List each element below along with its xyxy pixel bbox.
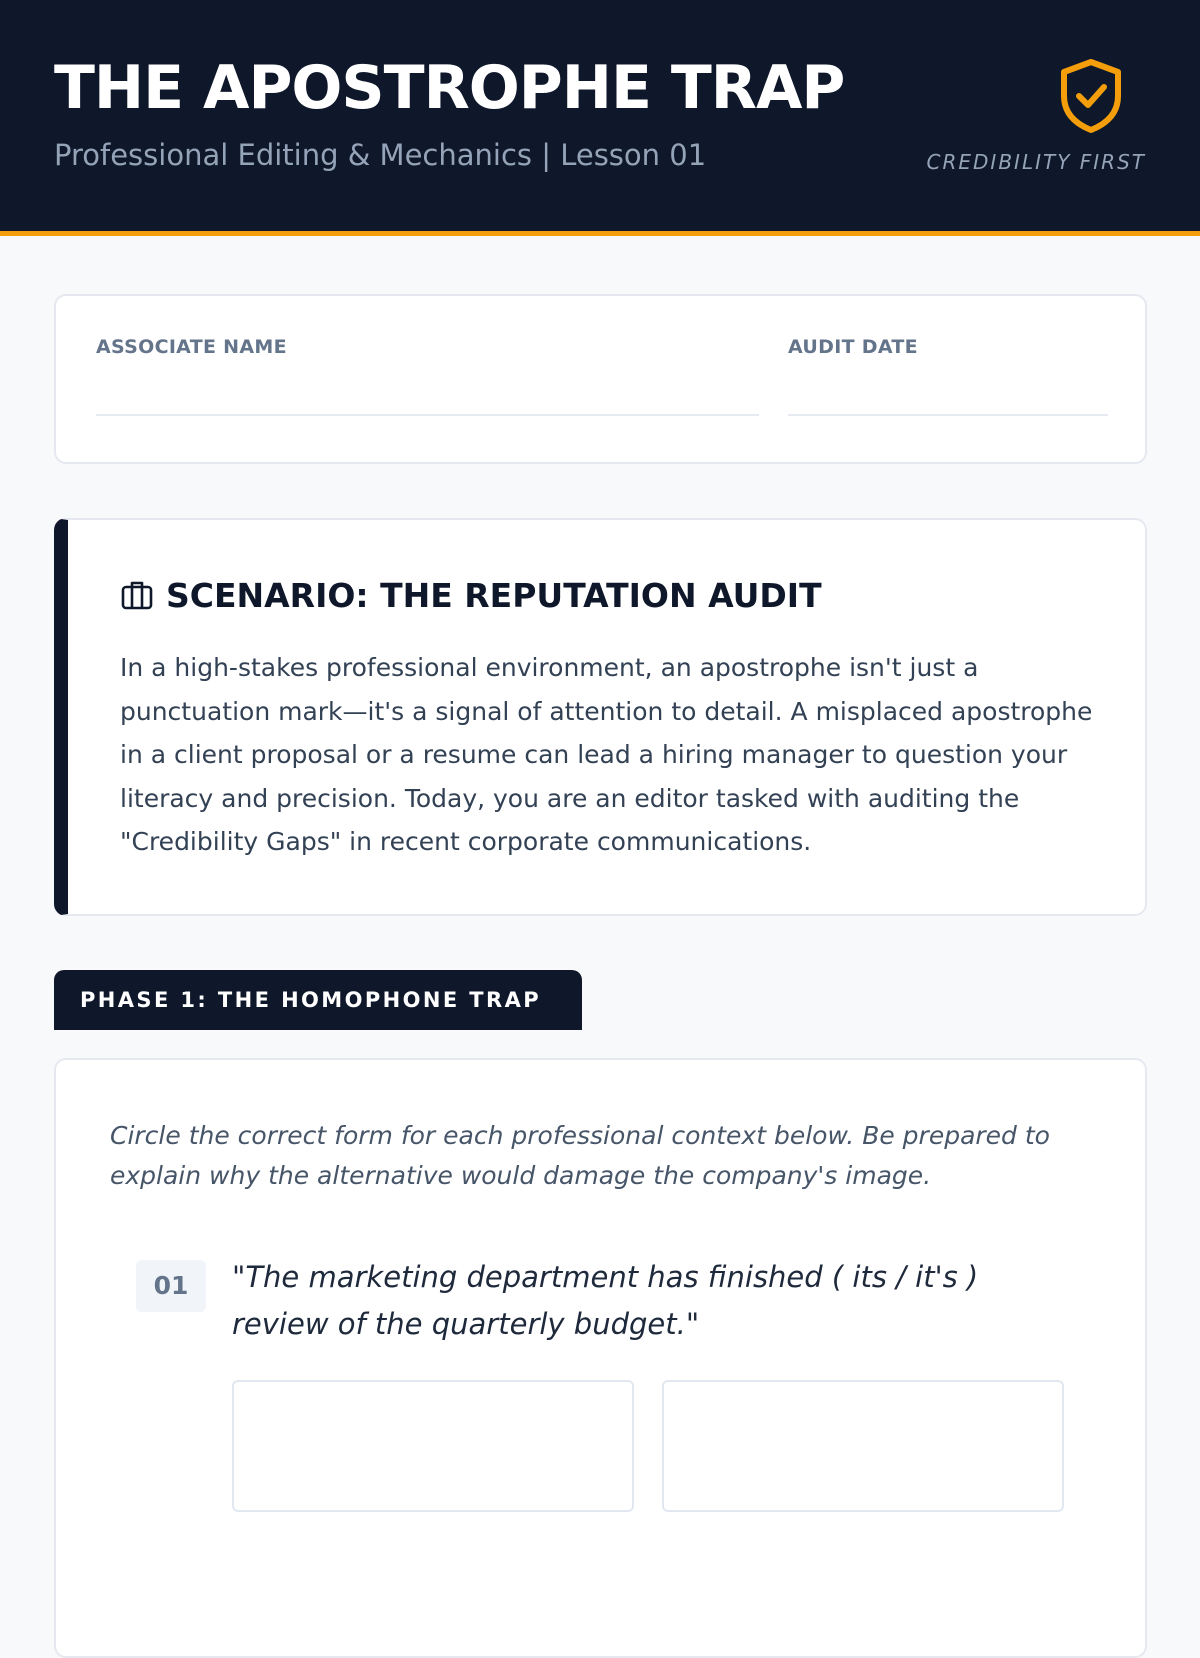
page-header <box>0 0 1200 236</box>
audit-date-field[interactable] <box>788 336 1108 416</box>
scenario-card <box>54 518 1147 916</box>
info-card <box>54 294 1147 464</box>
phase-1-tab: PHASE 1: THE HOMOPHONE TRAP <box>54 970 582 1030</box>
briefcase-icon <box>120 579 154 611</box>
scenario-title: SCENARIO: THE REPUTATION AUDIT <box>166 576 822 615</box>
question-text: "The marketing department has finished ( its / it's ) review of the quarterly budget." <box>232 1260 979 1341</box>
audit-date-label: AUDIT DATE <box>788 336 918 358</box>
phase-1-instructions: Circle the correct form for each professional context below. Be prepared to explain why the alternative would damage the company's image. <box>110 1121 1050 1190</box>
page-title: THE APOSTROPHE TRAP <box>54 53 845 123</box>
shield-check-icon <box>1058 58 1124 134</box>
scenario-body: In a high-stakes professional environment, an apostrophe isn't just a punctuation mark—it's a signal of attention to detail. A misplaced apostrophe in a client proposal or a resume can lead a hiring manager to question your literacy and precision. Today, you are an editor tasked with auditing the "Credibility Gaps" in recent corporate communications. <box>120 653 1093 856</box>
phase-1-card <box>54 1058 1147 1658</box>
associate-name-field[interactable] <box>96 336 759 416</box>
scenario-heading <box>120 576 822 615</box>
badge-text: CREDIBILITY FIRST <box>926 150 1146 174</box>
page-subtitle: Professional Editing & Mechanics | Lesson 01 <box>54 138 707 172</box>
audit-date-line[interactable] <box>788 396 1108 416</box>
associate-name-label: ASSOCIATE NAME <box>96 336 287 358</box>
answer-box-2[interactable] <box>662 1380 1064 1512</box>
associate-name-line[interactable] <box>96 396 759 416</box>
answer-box-1[interactable] <box>232 1380 634 1512</box>
question-number: 01 <box>136 1260 206 1312</box>
